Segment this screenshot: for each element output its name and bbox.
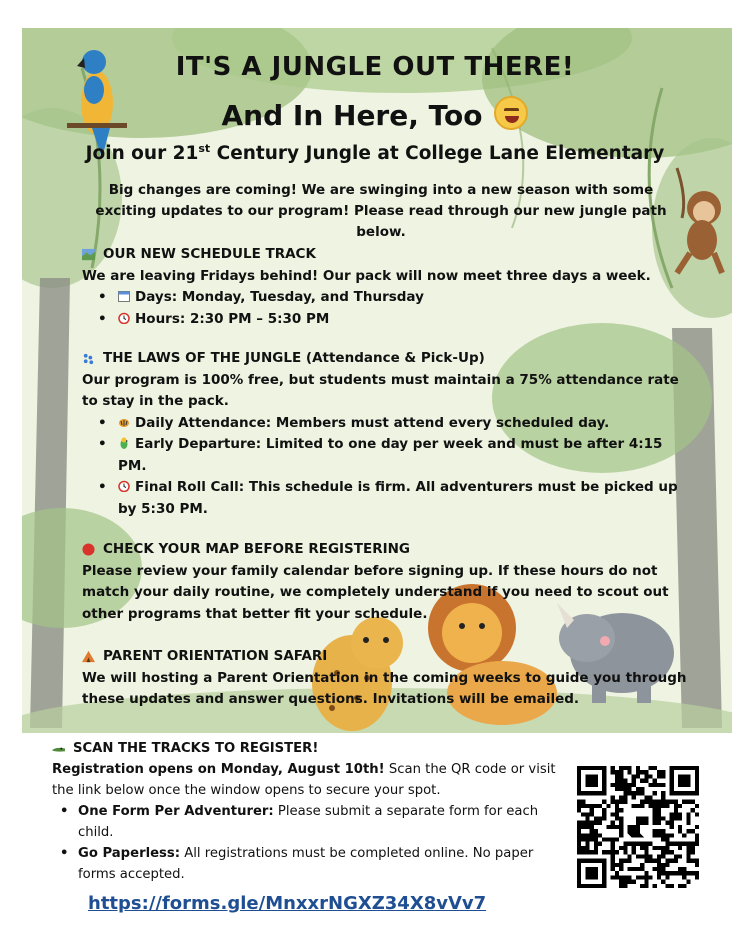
list-item: [82, 287, 702, 309]
alarm-clock-icon: [118, 312, 130, 324]
list-item: [52, 801, 572, 843]
crocodile-icon: [52, 742, 65, 755]
tiger-icon: [118, 416, 130, 428]
qr-code-icon[interactable]: [577, 766, 699, 888]
registration-link[interactable]: https://forms.gle/MnxxrNGXZ34X8vVv7: [88, 893, 487, 914]
early-departure: Early Departure: Limited to one day per week and must be after 4:15 PM.: [118, 436, 663, 474]
tagline-superscript: st: [198, 142, 211, 155]
red-circle-icon: [82, 543, 95, 556]
tent-icon: [82, 650, 95, 663]
register-section: [52, 738, 572, 885]
alarm-clock-icon: [118, 480, 130, 492]
list-item: [82, 413, 682, 435]
map-text: Please review your family calendar before signing up. If these hours do not match your daily routine, we completely understand if you need to scout out other programs that better fit your schedule.: [82, 562, 669, 622]
rule-title: Go Paperless:: [78, 846, 181, 861]
register-heading: SCAN THE TRACKS TO REGISTER!: [73, 741, 319, 756]
orientation-heading: PARENT ORIENTATION SAFARI: [103, 648, 328, 664]
page-title: IT'S A JUNGLE OUT THERE!: [175, 52, 575, 82]
tagline-post: Century Jungle at College Lane Elementary: [210, 143, 665, 165]
dinosaur-icon: [623, 812, 652, 841]
registration-date: Registration opens on Monday, August 10th!: [52, 762, 385, 777]
grinning-face-icon: [494, 96, 528, 130]
page-subtitle: [0, 96, 750, 132]
laws-text: Our program is 100% free, but students must maintain a 75% attendance rate to stay in the pack.: [82, 371, 679, 409]
map-heading: CHECK YOUR MAP BEFORE REGISTERING: [103, 541, 410, 557]
map-icon: [82, 248, 95, 261]
schedule-days: Days: Monday, Tuesday, and Thursday: [135, 289, 424, 305]
tagline: [0, 142, 750, 164]
rule-text: Please submit a separate form for each child.: [78, 804, 539, 840]
list-item: [82, 309, 702, 331]
laws-heading: THE LAWS OF THE JUNGLE (Attendance & Pick-Up): [103, 350, 485, 366]
list-item: [82, 477, 682, 520]
rule-text: All registrations must be completed online. No paper forms accepted.: [78, 846, 534, 882]
intro-text: Big changes are coming! We are swinging into a new season with some exciting updates to our program! Please read through our new jungle path below.: [95, 182, 667, 240]
laws-section: [82, 348, 682, 520]
final-roll-call: Final Roll Call: This schedule is firm. All adventurers must be picked up by 5:30 PM.: [118, 479, 678, 517]
schedule-text: We are leaving Fridays behind! Our pack will now meet three days a week.: [82, 267, 651, 284]
map-section: [82, 539, 682, 625]
register-lead: [52, 759, 572, 801]
schedule-heading: OUR NEW SCHEDULE TRACK: [103, 246, 316, 262]
daily-attendance: Daily Attendance: Members must attend every scheduled day.: [135, 414, 610, 431]
registration-instructions: Scan the QR code or visit the link below once the window opens to secure your spot.: [52, 762, 556, 798]
parrot-icon: [118, 437, 130, 449]
paw-prints-icon: [82, 352, 95, 365]
schedule-section: [82, 244, 702, 330]
orientation-section: [82, 646, 692, 711]
rule-title: One Form Per Adventurer:: [78, 804, 274, 819]
list-item: [52, 843, 572, 885]
subtitle-text: And In Here, Too: [221, 99, 483, 132]
tagline-pre: Join our 21: [85, 143, 199, 165]
list-item: [82, 434, 682, 477]
calendar-icon: [118, 290, 130, 302]
schedule-hours: Hours: 2:30 PM – 5:30 PM: [135, 310, 330, 327]
orientation-text: We will hosting a Parent Orientation in the coming weeks to guide you through these updates and answer questions. Invitations will be emailed.: [82, 669, 687, 707]
